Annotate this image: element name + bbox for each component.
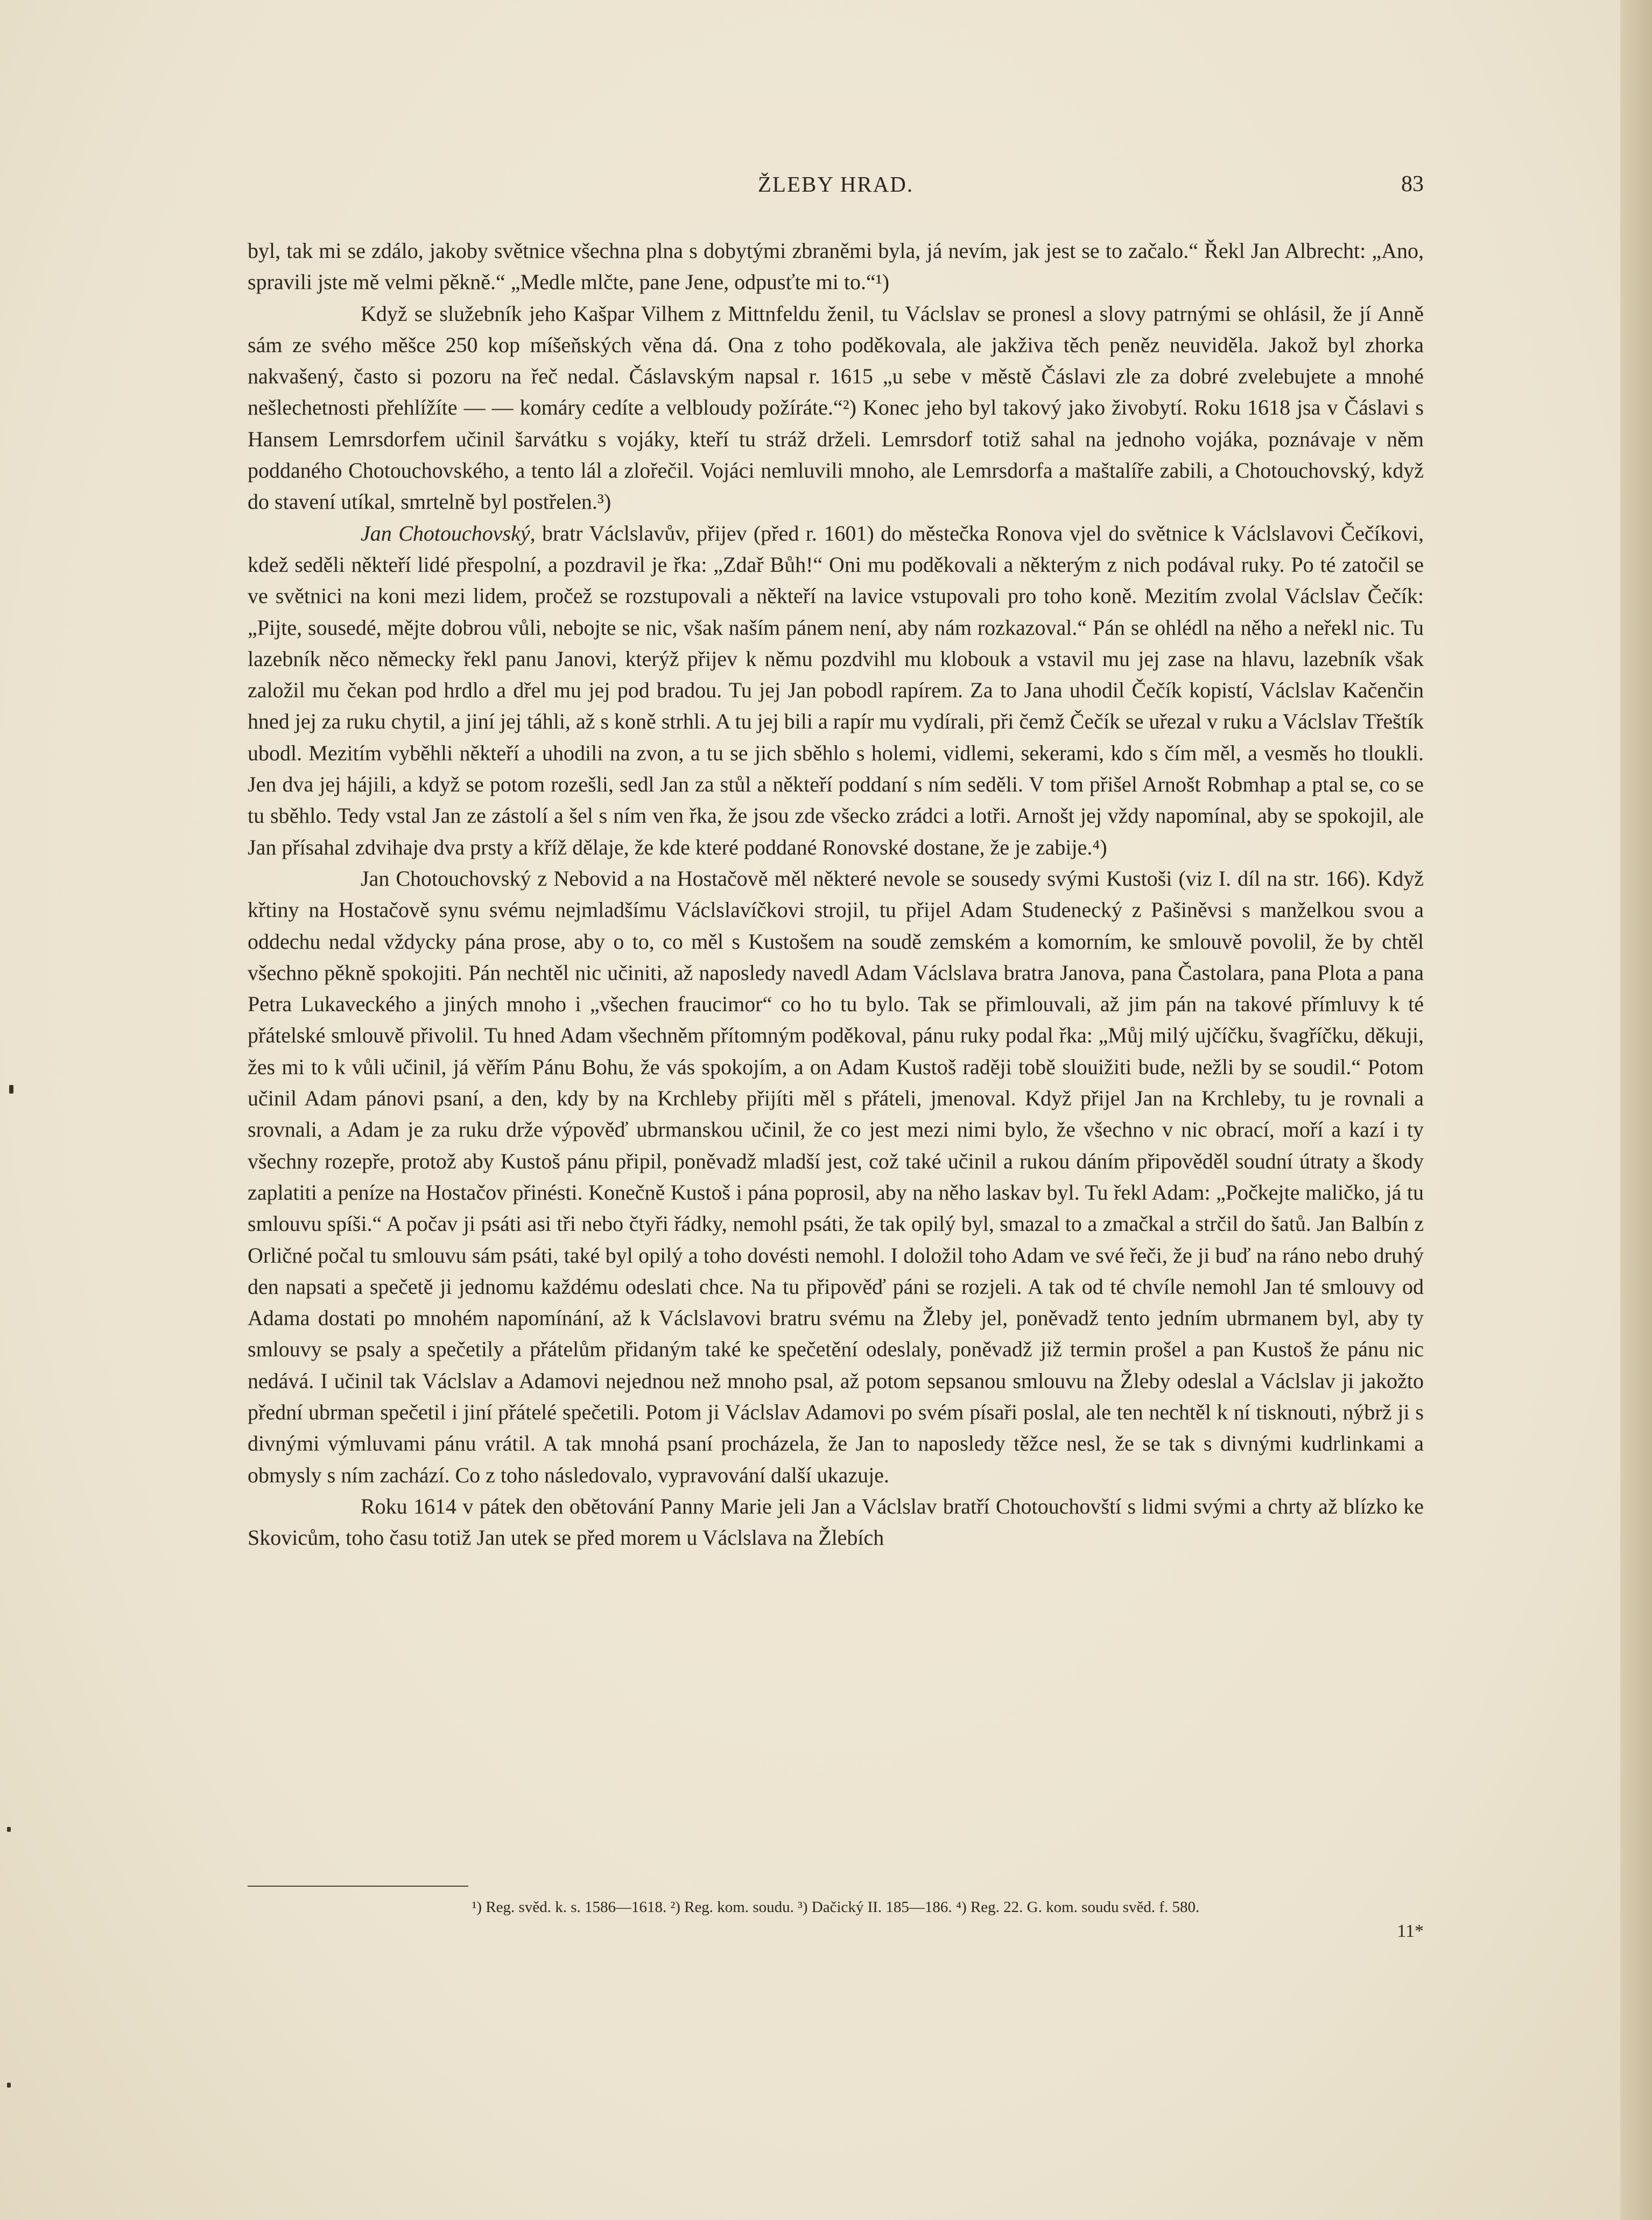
running-title: ŽLEBY HRAD. [757,172,914,197]
margin-mark [9,1085,13,1094]
signature-mark: 11* [1397,1921,1424,1941]
paragraph-lead-name: Jan Chotouchovský, [361,521,536,545]
footnote-divider [248,1886,468,1887]
margin-mark [7,2083,11,2088]
paragraph-text: Roku 1614 v pátek den obětování Panny Marie jeli Jan a Václslav bratří Chotouchovští s lidmi svými a chrty až blízko ke Skovicům, toho času totiž Jan utek se před morem u Václslava na Žlebích [248,1494,1424,1550]
page-edge [1620,0,1652,2220]
paragraph-text: byl, tak mi se zdálo, jakoby světnice všechna plna s dobytými zbraněmi byla, já nevím, jak jest se to začalo.“ Řekl Jan Albrecht: „Ano, spravili jste mě velmi pěkně.“ „Medle mlčte, pane Jene, odpusťte mi to.“¹) [248,239,1424,295]
paragraph [248,863,1424,1491]
margin-mark [7,1827,11,1832]
paragraph-text: Jan Chotouchovský z Nebovid a na Hostačově měl některé nevole se sousedy svými Kustoši (viz I. díl na str. 166). Když křtiny na Hostačově synu svému nejmladšímu Václslavíčkovi strojil, tu přijel Adam Studenecký z Pašiněvsi s manželkou svou a oddechu nedal vždycky pána prose, aby o to, co měl s Kustošem na soudě zemském a komorním, ke smlouvě povolil, že by chtěl všechno pěkně spokojiti. Pán nechtěl nic učiniti, až naposledy navedl Adam Václslava bratra Janova, pana Častolara, pana Plota a pana Petra Lukaveckého a jiných mnoho i „všechen fraucimor“ co ho tu bylo. Tak se přimlouvali, až jim pán na takové přímluvy k té přátelské smlouvě přivolil. Tu hned Adam všechněm přítomným poděkoval, pánu ruky podal řka: „Můj milý ujčíčku, švagříčku, děkuji, žes mi to k vůli učinil, já věřím Pánu Bohu, že vás spokojím, a on Adam Kustoš raději tobě slouižiti bude, nežli by se soudil.“ Potom učinil Adam pánovi psaní, a den, kdy by na Krchleby přijíti měl s přáteli, jmenoval. Když přijel Jan na Krchleby, tu je rovnali a srovnali, a Adam je za ruku drže výpověď ubrmanskou učinil, že co jest mezi nimi bylo, že všechno v nic obrací, moří a kazí i ty všechny rozepře, protož aby Kustoš pánu připil, poněvadž mladší jest, což také učinil a rukou dáním připověděl soudní útraty a škody zaplatiti a peníze na Hostačov přinésti. Konečně Kustoš i pána poprosil, aby na něho laskav byl. Tu řekl Adam: „Počkejte maličko, já tu smlouvu spíši.“ A počav ji psáti asi tři nebo čtyři řádky, nemohl psáti, že tak opilý byl, smazal to a zmačkal a strčil do šatů. Jan Balbín z Orličné počal tu smlouvu sám psáti, také byl opilý a toho dovésti nemohl. I doložil toho Adam ve své řeči, že ji buď na ráno nebo druhý den napsati a spečetě ji jednomu každému odeslati chce. Na tu připověď páni se rozjeli. A tak od té chvíle nemohl Jan té smlouvy od Adama dostati po mnohém napomínání, až k Václslavovi bratru svému na Žleby jel, poněvadž tento jedním ubrmanem byl, aby ty smlouvy se psaly a spečetily a přátelům přidaným také ke spečetění odeslaly, poněvadž již termin prošel a pan Kustoš že pánu nic nedává. I učinil tak Václslav a Adamovi nejednou než mnoho psal, až potom sepsanou smlouvu na Žleby odeslal a Václslav ji jakožto přední ubrman spečetil i jiní přátelé spečetili. Potom ji Václslav Adamovi po svém písaři poslal, ale ten nechtěl k ní tisknouti, nýbrž ji s divnými výmluvami pánu vrátil. A tak mnohá psaní procházela, že Jan to naposledy těžce nesl, že se tak s divnými kudrlinkami a obmysly s ním zachází. Co z toho následovalo, vypravování další ukazuje. [248,866,1424,1487]
paragraph-text: Když se služebník jeho Kašpar Vilhem z Mittnfeldu ženil, tu Václslav se pronesl a slovy patrnými se ohlásil, že jí Anně sám ze svého měšce 250 kop míšeňských věna dá. Ona z toho poděkovala, ale jakživa těch peněz neuviděla. Jakož byl zhorka nakvašený, často si pozoru na řeč nedal. Čáslavským napsal r. 1615 „u sebe v městě Čáslavi zle za dobré zvelebujete a mnohé nešlechetnosti přehlížíte — — komáry cedíte a velbloudy požíráte.“²) Konec jeho byl takový jako živobytí. Roku 1618 jsa v Čáslavi s Hansem Lemrsdorfem učinil šarvátku s vojáky, kteří tu stráž drželi. Lemrsdorf totiž sahal na jednoho vojáka, poznávaje v něm poddaného Chotouchovského, a tento lál a zlořečil. Vojáci nemluvili mnoho, ale Lemrsdorfa a maštalíře zabili, a Chotouchovský, když do stavení utíkal, smrtelně byl postřelen.³) [248,301,1424,514]
footnotes: ¹) Reg. svěd. k. s. 1586—1618. ²) Reg. kom. soudu. ³) Dačický II. 185—186. ⁴) Reg. 22. G. kom. soudu svěd. f. 580. [472,1899,1200,1916]
paragraph [248,1491,1424,1554]
paragraph [248,235,1424,298]
paragraph [248,298,1424,518]
running-head [248,171,1424,204]
paragraph-text: bratr Václslavův, přijev (před r. 1601) do městečka Ronova vjel do světnice k Václslavovi Čečíkovi, kdež seděli někteří lidé přespolní, a pozdravil je řka: „Zdař Bůh!“ Oni mu poděkovali a některým z nich podával ruky. Po té zatočil se ve světnici na koni mezi lidem, pročež se rozstupovali a někteří na lavice vstupovali pro toho koně. Mezitím zvolal Václslav Čečík: „Pijte, sousedé, mějte dobrou vůli, nebojte se nic, však naším pánem není, aby nám rozkazoval.“ Pán se ohlédl na něho a neřekl nic. Tu lazebník něco německy řekl panu Janovi, kterýž přijev k němu pozdvihl mu klobouk a vstavil mu jej zase na hlavu, lazebník však založil mu čekan pod hrdlo a dřel mu jej pod bradou. Tu jej Jan pobodl rapírem. Za to Jana uhodil Čečík kopistí, Václslav Kačenčin hned jej za ruku chytil, a jiní jej táhli, až s koně strhli. A tu jej bili a rapír mu vydírali, při čemž Čečík se uřezal v ruku a Václslav Třeštík ubodl. Mezitím vyběhli někteří a uhodili na zvon, a tu se jich sběhlo s holemi, vidlemi, sekerami, kdo s čím měl, a vesměs ho tloukli. Jen dva jej hájili, a když se potom rozešli, sedl Jan za stůl a někteří poddaní s ním seděli. V tom přišel Arnošt Robmhap a ptal se, co se tu sběhlo. Tedy vstal Jan ze zástolí a šel s ním ven řka, že jsou zde všecko zrádci a lotři. Arnošt jej vždy napomínal, aby se spokojil, ale Jan přísahal zdvihaje dva prsty a kříž dělaje, že kde které poddané Ronovské dostane, že je zabije.⁴) [248,521,1424,859]
body-text [248,235,1424,1553]
paragraph [248,518,1424,863]
page-number: 83 [1401,172,1424,197]
